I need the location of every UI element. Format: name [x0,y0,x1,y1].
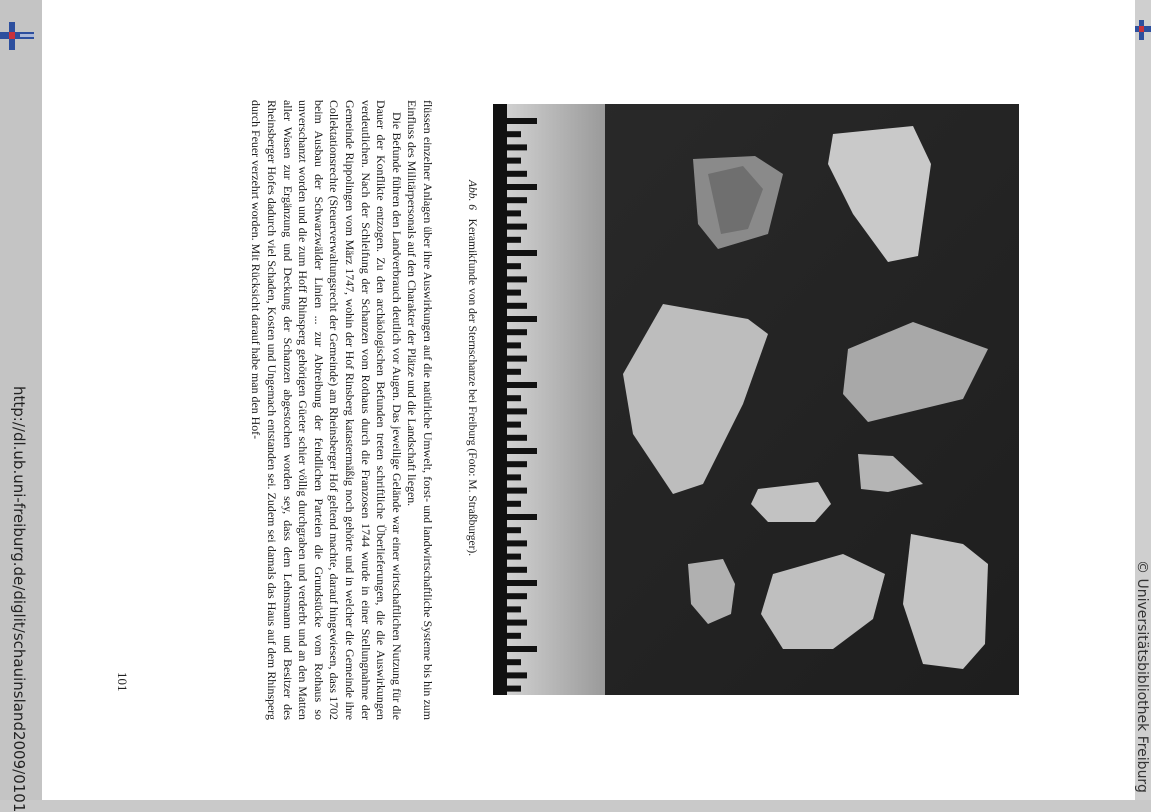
ruler-tick [507,303,527,309]
ruler-tick [507,263,521,269]
ruler-tick [507,646,537,652]
ruler-tick [507,488,527,494]
ruler-tick [507,184,537,190]
ruler-tick [507,554,521,560]
ruler-tick [507,171,527,177]
ruler-tick [507,369,521,375]
ruler-tick [507,276,527,282]
ruler-tick [507,448,537,454]
ruler-tick [507,461,527,467]
ruler-tick [507,316,537,322]
paragraph-2: Die Befunde führen den Landverbrauch deutlich vor Augen. Das jeweilige Gelände war einer wirtschaftlichen Nutzung für die Dauer der Konflikte entzogen. Zu den archäologischen Befunden treten schriftliche Überlieferungen, die die Auswirkungen verdeutlichen. Nach der Schleifung der Schanzen vom Rothaus durch die Franzosen 1744 wurde in einer Stellungnahme der Gemeinde Rippolingen vom März 1747, wohin der Hof Rinsberg katastermäßig noch gehörte und in welcher die Gemeinde ihre Collektationsrechte (Steuerverwaltungsrecht der Gemeinde) am Rheinsberger Hof geltend machte, darauf hingewiesen, dass 1702 beim Ausbau der Schwarzwälder Linien ... zur Abtreibung der feindlichen Parteien die Grundstücke vom Rothaus so unverschanzt worden und die zum Hoff Rhinsperg gehörigen Güeter schier völlig durchgraben und verderbt und an den Matten aller Wasen zur Ergänzung und Deckung der Schanzen abgestochen worden sey, dass dem Lehnsmann und Besitzer des Rheinsberger Hofes dadurch viel Schaden, Kosten und Ungemach entstanden sei. Zudem sei damals das Haus auf dem Rhinsperg durch Feuer verzehrt worden. Mit Rücksicht darauf habe man den Hof- [249,100,404,720]
ruler-tick [507,329,527,335]
ruler-tick [507,501,521,507]
caption-label: Abb. 6 [466,180,478,211]
ruler-tick [507,474,521,480]
ruler-tick [507,422,521,428]
ruler-tick [507,144,527,150]
ruler-tick [507,580,537,586]
ruler-tick [507,395,521,401]
ceramic-finds-photo [493,104,1019,695]
ruler-tick [507,620,527,626]
ruler-tick [507,250,537,256]
ruler-tick [507,606,521,612]
ruler-tick [507,290,521,296]
ruler-tick [507,686,521,692]
ruler-tick [507,118,537,124]
library-logo-partial-icon [1135,20,1151,40]
ruler-tick [507,659,521,665]
ruler-tick [507,210,521,216]
ruler-tick [507,435,527,441]
paragraph-1: flüssen einzelner Anlagen über ihre Auswirkungen auf die natürliche Umwelt, forst- und landwirtschaftliche Systeme bis hin zum Einfluss des Militärpersonals auf den Charakter der Plätze und die Landschaft liegen. [405,100,435,720]
ruler-tick [507,356,527,362]
ruler-tick [507,158,521,164]
ruler-tick [507,633,521,639]
ruler-tick [507,514,537,520]
caption-text: Keramikfunde von der Sternschanze bei Freiburg (Foto: M. Straßburger). [466,218,478,557]
ruler-tick [507,131,521,137]
ruler-tick [507,593,527,599]
ruler-tick [507,382,537,388]
ruler-tick [507,197,527,203]
ruler-tick [507,224,527,230]
ruler-tick [507,342,521,348]
ruler-tick [507,527,521,533]
ruler-tick [507,567,527,573]
ruler-tick [507,237,521,243]
ruler-tick [507,672,527,678]
ruler-tick [507,540,527,546]
library-logo-icon [0,22,34,50]
ruler-tick [507,408,527,414]
